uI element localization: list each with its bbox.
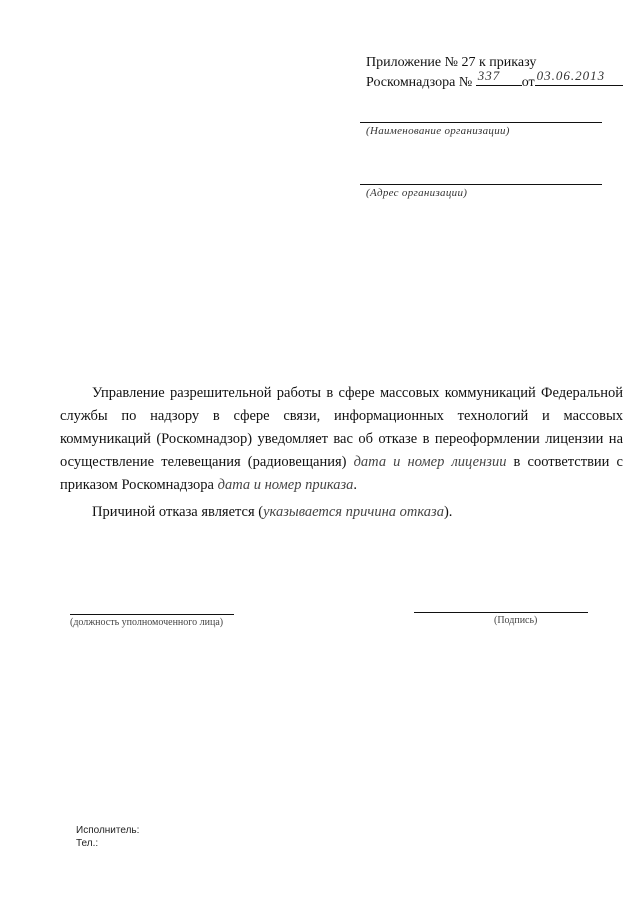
appendix-header [366,55,623,91]
date-prefix: от [521,75,535,90]
paragraph-1-text-a: Управление разрешительной работы в сфере массовых коммуникаций Федеральной службы по надзору в сфере связи, информационных технологий и массовых коммуникаций (Роскомнадзор) уведомляет вас об отказе в переоформлении лицензии на осуществление телевещания (радиовещания) [60,385,623,470]
paragraph-2-text: Причиной отказа является ( [92,504,264,520]
executor-label: Исполнитель: [76,825,140,836]
org-name-label: (Наименование организации) [366,125,510,137]
notice-body [60,382,623,524]
appendix-line-2 [366,68,623,91]
paragraph-1-text-b: в соответствии с приказом Роскомнадзора [60,454,623,493]
order-date-handwritten: 03.06.2013 [536,68,606,83]
position-label: (должность уполномоченного лица) [70,617,224,628]
phone-label: Тел.: [76,838,99,849]
appendix-line-1: Приложение № 27 к приказу [366,55,537,70]
license-placeholder: дата и номер лицензии [353,454,507,470]
paragraph-2-end: ). [443,504,453,520]
order-date-blank [535,68,623,86]
order-placeholder: дата и номер приказа [217,477,354,493]
footer [76,824,139,850]
signature-label: (Подпись) [494,615,538,626]
notice-paragraph-2 [60,501,623,524]
paragraph-1-end: . [353,477,358,493]
appendix-prefix: Роскомнадзора № [366,75,473,90]
reason-placeholder: указывается причина отказа [263,504,444,520]
signature-line [414,612,588,613]
notice-paragraph-1 [60,382,623,497]
order-number-blank [476,68,522,86]
org-address-line [360,184,602,185]
position-line [70,614,234,615]
org-address-label: (Адрес организации) [366,187,468,199]
org-name-line [360,122,602,123]
order-number-handwritten: 337 [477,68,501,83]
